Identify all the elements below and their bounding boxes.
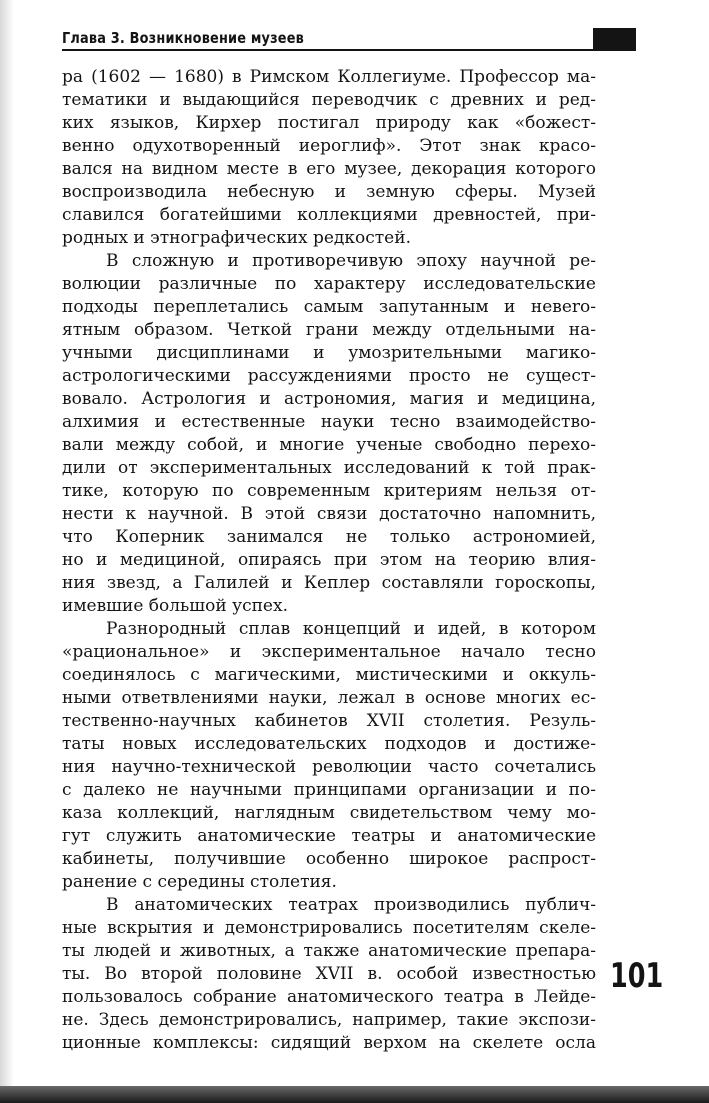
text-line: ятным образом. Четкой грани между отдельными на- <box>62 320 596 340</box>
text-line: ные вскрытия и демонстрировались посетителям скеле- <box>62 918 596 938</box>
text-line: славился богатейшими коллекциями древностей, при- <box>62 205 596 225</box>
page-number: 101 <box>610 956 664 996</box>
text-line: тике, которую по современным критериям нельзя от- <box>62 481 596 501</box>
text-line: вался на видном месте в его музее, декорация которого <box>62 159 596 179</box>
text-line: ты. Во второй половине XVII в. особой известностью <box>62 964 596 984</box>
header-black-tab <box>593 28 636 49</box>
text-line: ния звезд, а Галилей и Кеплер составляли гороскопы, <box>62 573 596 593</box>
text-line: что Коперник занимался не только астрономией, <box>62 527 596 547</box>
text-line: волюции различные по характеру исследовательские <box>62 274 596 294</box>
header-rule <box>62 49 636 51</box>
text-line: вали между собой, и многие ученые свободно перехо- <box>62 435 596 455</box>
text-line: В сложную и противоречивую эпоху научной ре- <box>106 251 596 271</box>
text-line: «рациональное» и экспериментальное начало тесно <box>62 642 596 662</box>
text-line: имевшие большой успех. <box>62 596 288 616</box>
text-line: Разнородный сплав концепций и идей, в котором <box>106 619 596 639</box>
text-line: с далеко не научными принципами организации и по- <box>62 780 596 800</box>
text-line: тественно-научных кабинетов XVII столетия. Резуль- <box>62 711 596 731</box>
text-line: ких языков, Кирхер постигал природу как «божест- <box>62 113 596 133</box>
scan-bottom-edge <box>0 1086 709 1103</box>
text-line: подходы переплетались самым запутанным и невero- <box>62 297 596 317</box>
text-line: кабинеты, получившие особенно широкое распрост- <box>62 849 596 869</box>
text-line: ранение с середины столетия. <box>62 872 337 892</box>
text-line: учными дисциплинами и умозрительными магико- <box>62 343 596 363</box>
body-text <box>62 66 596 1055</box>
text-line: соединялось с магическими, мистическими и оккуль- <box>62 665 596 685</box>
chapter-title: Глава 3. Возникновение музеев <box>62 29 304 47</box>
text-line: каза коллекций, наглядным свидетельством чему мо- <box>62 803 596 823</box>
page-edge-shadow <box>0 0 14 1103</box>
text-line: нести к научной. В этой связи достаточно напомнить, <box>62 504 596 524</box>
text-line: ния научно-технической революции часто сочетались <box>62 757 596 777</box>
text-line: алхимия и естественные науки тесно взаимодейство- <box>62 412 596 432</box>
text-line: В анатомических театрах производились публич- <box>106 895 596 915</box>
text-line: гут служить анатомические театры и анатомические <box>62 826 596 846</box>
running-header <box>62 28 636 54</box>
text-line: не. Здесь демонстрировались, например, такие экспози- <box>62 1010 596 1030</box>
text-line: ты людей и животных, а также анатомические препара- <box>62 941 596 961</box>
text-line: ными ответвлениями науки, лежал в основе многих ес- <box>62 688 596 708</box>
text-line: пользовалось собрание анатомического театра в Лейде- <box>62 987 596 1007</box>
text-line: ционные комплексы: сидящий верхом на скелете осла <box>62 1033 596 1053</box>
text-line: ра (1602 — 1680) в Римском Коллегиуме. Профессор ма- <box>62 67 596 87</box>
text-line: венно одухотворенный иероглиф». Этот знак красо- <box>62 136 596 156</box>
text-line: дили от экспериментальных исследований к той прак- <box>62 458 596 478</box>
text-line: вовало. Астрология и астрономия, магия и медицина, <box>62 389 596 409</box>
text-line: но и медициной, опираясь при этом на теорию влия- <box>62 550 596 570</box>
text-line: родных и этнографических редкостей. <box>62 228 411 248</box>
text-line: астрологическими рассуждениями просто не сущест- <box>62 366 596 386</box>
text-line: таты новых исследовательских подходов и достиже- <box>62 734 596 754</box>
text-line: воспроизводила небесную и земную сферы. Музей <box>62 182 596 202</box>
text-line: тематики и выдающийся переводчик с древних и ред- <box>62 90 596 110</box>
